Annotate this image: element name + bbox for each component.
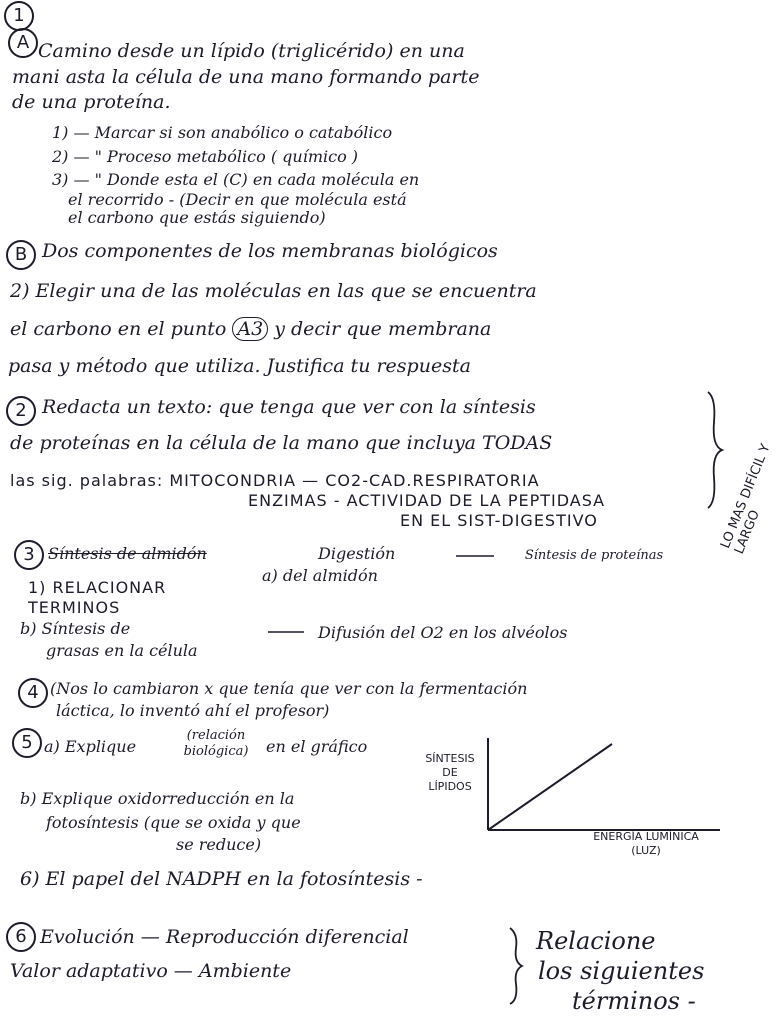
- question-number-4: 4: [18, 678, 48, 708]
- q2a-line-2-start: el carbono en el punto: [10, 318, 227, 340]
- q3-difusion: Difusión del O2 en los alvéolos: [318, 623, 568, 642]
- graph-ylabel: [420, 752, 480, 794]
- graph-ylabel-3: LÍPIDOS: [428, 780, 472, 793]
- q2a-line-3: pasa y método que utiliza. Justifica tu respuesta: [8, 355, 471, 377]
- q6-line-1: Evolución — Reproducción diferencial: [40, 926, 409, 948]
- q3-a-almidon: a) del almidón: [262, 566, 378, 585]
- question-letter-a: A: [8, 28, 38, 58]
- q2b-line-3: las sig. palabras: MITOCONDRIA — CO2-CAD.RESPIRATORIA: [10, 471, 540, 490]
- q2b-line-2: de proteínas en la célula de la mano que incluya TODAS: [10, 432, 553, 454]
- side-note-difficult: LO MAS DIFÍCIL Y LARGO: [718, 442, 774, 557]
- q4-line-1: (Nos lo cambiaron x que tenía que ver con la fermentación: [50, 679, 528, 698]
- question-letter-b: B: [6, 240, 36, 270]
- q2b-line-5: EN EL SIST-DIGESTIVO: [400, 511, 598, 530]
- question-number-3: 3: [14, 540, 44, 570]
- q3-digestion: Digestión: [318, 544, 396, 563]
- q6-side-3: términos -: [572, 987, 696, 1015]
- q2b-line-1: Redacta un texto: que tenga que ver con la síntesis: [42, 396, 536, 418]
- q3-b-line-1: b) Síntesis de: [20, 619, 131, 638]
- graph-ylabel-2: DE: [442, 766, 458, 779]
- graph-trend-line: [488, 744, 612, 830]
- q5-b-line-2: fotosíntesis (que se oxida y que: [46, 813, 301, 832]
- qa-line-2: mani asta la célula de una mano formando parte: [12, 66, 480, 88]
- brace-q6: [510, 928, 522, 1004]
- q5-grafico: en el gráfico: [266, 737, 368, 756]
- q2a-line-1: 2) Elegir una de las moléculas en las que se encuentra: [10, 280, 537, 302]
- q6-line-2: Valor adaptativo — Ambiente: [10, 960, 292, 982]
- q5-a: a) Explique: [44, 737, 137, 756]
- qa-item-3-cont: el recorrido - (Decir en que molécula está: [68, 190, 407, 209]
- question-number-2: 2: [6, 396, 36, 426]
- q2b-line-4: ENZIMAS - ACTIVIDAD DE LA PEPTIDASA: [248, 491, 606, 510]
- q5-relacion-biologica: (relación biológica): [183, 728, 249, 759]
- question-number-5: 5: [12, 728, 42, 758]
- question-number-1: 1: [4, 1, 34, 31]
- q6-side-instruction: [536, 926, 704, 1016]
- qa-item-2: 2) — " Proceso metabólico ( químico ): [52, 147, 359, 166]
- question-number-6: 6: [6, 922, 36, 952]
- graph-xlabel-1: ENERGÍA LUMÍNICA: [593, 830, 699, 843]
- q2a-line-2-end: y decir que membrana: [274, 318, 492, 340]
- point-reference-a3: A3: [232, 317, 268, 341]
- q3-b-line-2: grasas en la célula: [46, 641, 198, 660]
- q3-sintesis-proteinas: Síntesis de proteínas: [524, 548, 664, 563]
- qb-text: Dos componentes de los membranas biológicos: [42, 240, 498, 262]
- qa-item-1: 1) — Marcar si son anabólico o catabólico: [52, 123, 393, 142]
- q3-relacionar-terminos: 1) RELACIONAR TERMINOS: [28, 578, 167, 617]
- q6-side-2: los siguientes: [538, 957, 705, 985]
- q5-b-line-3: se reduce): [176, 835, 262, 854]
- graph-xlabel: [556, 830, 736, 858]
- brace-q2: [708, 392, 722, 508]
- qa-item-3: 3) — " Donde esta el (C) en cada molécula en: [52, 170, 420, 189]
- qa-line-1: Camino desde un lípido (triglicérido) en una: [38, 40, 465, 62]
- q5-b-line-1: b) Explique oxidorreducción en la: [20, 789, 295, 808]
- qa-item-3-end: el carbono que estás siguiendo): [68, 208, 326, 227]
- q4-line-2: láctica, lo inventó ahí el profesor): [56, 701, 330, 720]
- q6-side-1: Relacione: [536, 927, 656, 955]
- qa-line-3: de una proteína.: [12, 91, 171, 113]
- q6-nadph: 6) El papel del NADPH en la fotosíntesis -: [20, 868, 423, 890]
- graph-ylabel-1: SÍNTESIS: [425, 752, 475, 765]
- graph-xlabel-2: (LUZ): [631, 844, 661, 857]
- struck-text: Síntesis de almidón: [48, 544, 207, 563]
